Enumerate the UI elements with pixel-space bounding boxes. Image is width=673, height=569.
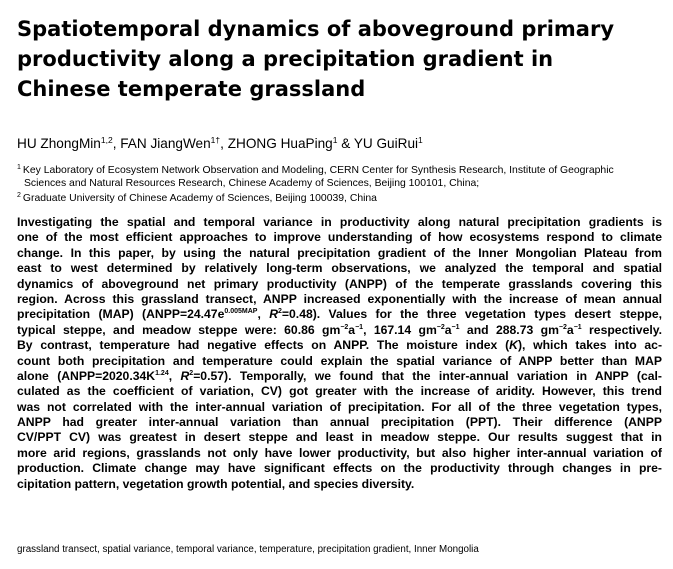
author-affiliation-mark: 1,2 [100, 135, 113, 145]
affiliation-number: 1 [17, 164, 21, 171]
abstract-line: region. Across this grassland transect, ANPP increased exponentially with the increase of mean annual [17, 291, 662, 306]
title-line: Spatiotemporal dynamics of aboveground primary [17, 17, 615, 41]
abstract-line: ANPP had greater inter-annual variation than annual precipitation (PPT). Their difference (ANPP [17, 415, 662, 430]
abstract-line: dynamics of aboveground net primary productivity (ANPP) of the temperate grasslands covering this [17, 276, 662, 291]
abstract-line: By contrast, temperature had negative effects on ANPP. The moisture index (K), which takes into ac- [17, 338, 662, 353]
abstract-line: production. Climate change may have significant effects on the productivity through changes in pre- [17, 461, 662, 476]
abstract-line: Investigating the spatial and temporal variance in productivity along natural precipitation gradients is [17, 215, 662, 229]
author-affiliation-mark: 1 [418, 135, 423, 145]
affiliation-line: Sciences and Natural Resources Research, Chinese Academy of Sciences, Beijing 100101, China; [24, 178, 480, 190]
affiliation-line: $^1$ Key Laboratory of Ecosystem Network Observation and Modeling, CERN Center for Synthesis Research, Institute of Geographic [17, 164, 614, 176]
author-separator: , [112, 136, 121, 151]
abstract-line: cipitation pattern, vegetation growth potential, and species diversity. [17, 476, 415, 491]
author-affiliation-mark: 1 [332, 135, 338, 145]
author-name: HU ZhongMin [17, 136, 101, 151]
author-separator: & [337, 136, 354, 151]
abstract-line: culated as the coefficient of variation, CV) got greater with the increase of aridity. However, this trend [17, 384, 662, 399]
abstract [17, 215, 662, 492]
paper-title [17, 14, 617, 104]
abstract-line: was not correlated with the inter-annual variation of precipitation. For all of the three vegetation types, [17, 399, 662, 414]
abstract-line: change. In this paper, by using the natural precipitation gradient of the Inner Mongolian Plateau from [17, 245, 662, 260]
affiliation-2 [17, 192, 667, 205]
abstract-line: one of the most efficient approaches to improve understanding of how ecosystems respond to climate [17, 230, 662, 245]
affiliation-number: 2 [17, 192, 21, 199]
abstract-line: alone ($ANPP=2020.34K^{1.24}$, $R^2=0.57$). Temporally, we found that the inter-annual variation in ANPP (cal- [17, 368, 662, 383]
abstract-line: more arid regions, grasslands not only have lower productivity, but also higher inter-annual variation of [17, 445, 662, 460]
affiliation-line: $^2$ Graduate University of Chinese Academy of Sciences, Beijing 100039, China [17, 192, 377, 204]
author-name: FAN JiangWen [120, 136, 211, 151]
author-name: ZHONG HuaPing [227, 136, 333, 151]
abstract-line: CV/PPT CV) was greatest in desert steppe and least in meadow steppe. Our results suggest that in [17, 430, 662, 445]
author-name: YU GuiRui [353, 136, 419, 151]
title-line: Chinese temperate grassland [17, 77, 366, 101]
author-list [17, 135, 423, 152]
abstract-line: count both precipitation and temperature could explain the spatial variance of ANPP better than MAP [17, 353, 662, 368]
author-separator: , [220, 136, 228, 151]
affiliation-1 [17, 164, 667, 190]
keywords: grassland transect, spatial variance, temporal variance, temperature, precipitation gradient, Inner Mongolia [17, 544, 479, 555]
abstract-line: east to west determined by relatively long-term observations, we analyzed the temporal and spatial [17, 261, 662, 276]
abstract-line: precipitation (MAP) ($ANPP=24.47e^{0.005MAP}$, $R^2=0.48$). Values for the three vegetation types desert steppe, [17, 307, 663, 322]
title-line: productivity along a precipitation gradient in [17, 47, 554, 71]
author-affiliation-mark: 1† [210, 135, 221, 145]
abstract-line: typical steppe, and meadow steppe were: 60.86 $gm^{-2}a^{-1}$, 167.14 $gm^{-2}a^{-1}$ and 288.73 $gm^{-2}a^{-1}$ respectively. [17, 322, 663, 337]
